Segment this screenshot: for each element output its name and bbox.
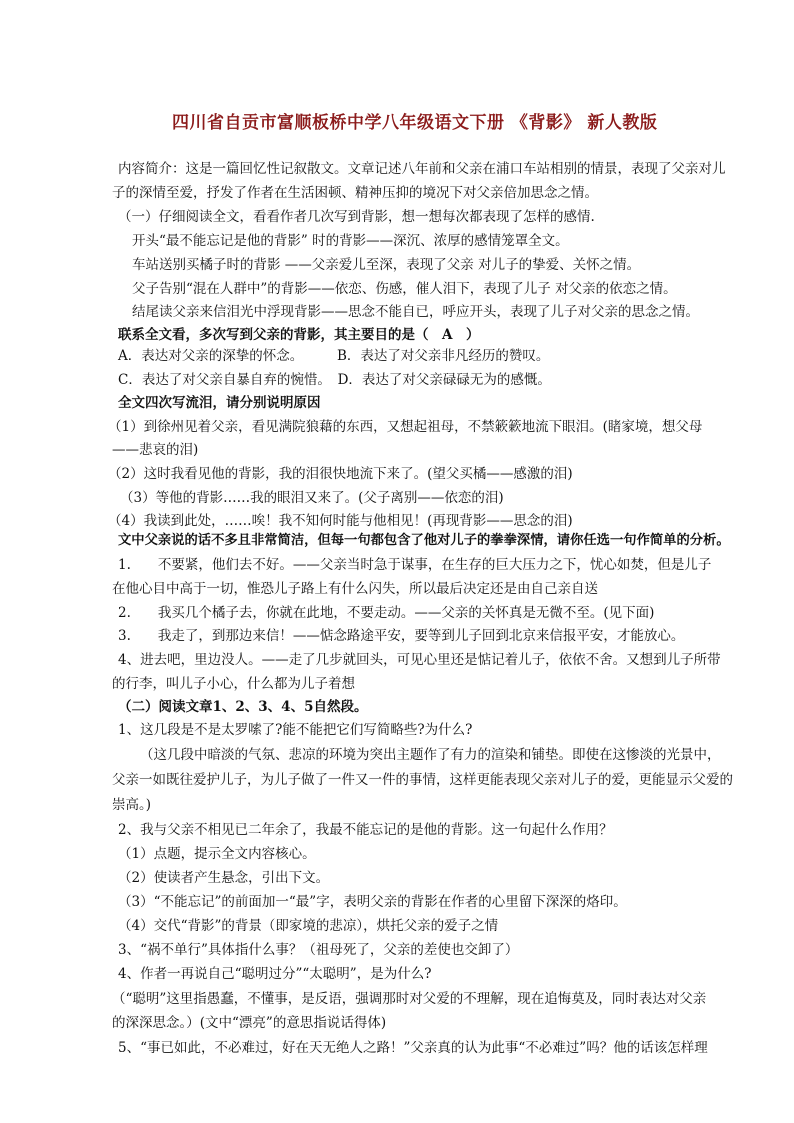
text-line: 车站送别买橘子时的背影 ——父亲爱儿至深，表现了父亲 对儿子的挚爱、关怀之情。 [132, 257, 641, 273]
question-heading: 文中父亲说的话不多且非常简洁，但每一句都包含了他对儿子的拳拳深情，请你任选一句作简单的分析。 [118, 533, 730, 548]
text-line: ——悲哀的泪) [112, 442, 199, 458]
text-line: 5、“事已如此，不必难过，好在天无绝人之路！”父亲真的认为此事“不必难过”吗？他的话该怎样理 [118, 1040, 708, 1056]
text-line: 4、作者一再说自己“聪明过分”“太聪明”，是为什么? [118, 966, 432, 982]
text-line: 在他心目中高于一切，惟恐儿子路上有什么闪失，所以最后决定还是由自己亲自送 [112, 581, 598, 597]
text-line: （2）使读者产生悬念，引出下文。 [118, 870, 330, 886]
text-line: （这几段中暗淡的气氛、悲凉的环境为突出主题作了有力的渲染和铺垫。即使在这惨淡的光景中， [140, 747, 721, 763]
section-heading: （二）阅读文章1、2、3、4、5自然段。 [118, 699, 368, 715]
text-line: 开头“最不能忘记是他的背影” 时的背影——深沉、浓厚的感情笼罩全文。 [132, 233, 569, 249]
text-line: （3）等他的背影……我的眼泪又来了。(父子离别——依恋的泪) [120, 490, 504, 506]
text-line: 结尾读父亲来信泪光中浮现背影——思念不能自已，呼应开头，表现了儿子对父亲的思念之情。 [132, 304, 699, 320]
text-line: （3）“不能忘记”的前面加一“最”字，表明父亲的背影在作者的心里留下深深的烙印。 [118, 894, 627, 910]
text-line: 2、我与父亲不相见已二年余了，我最不能忘记的是他的背影。这一句起什么作用？ [118, 822, 613, 838]
choice-line: C．表达了对父亲自暴自弃的惋惜。 D．表达了对父亲碌碌无为的感慨。 [118, 372, 551, 388]
question-heading: 全文四次写流泪，请分别说明原因 [118, 395, 321, 411]
document-title: 四川省自贡市富顺板桥中学八年级语文下册 《背影》 新人教版 [172, 113, 658, 133]
text-line: 4、进去吧，里边没人。——走了几步就回头，可见心里还是惦记着儿子，依依不舍。又想到儿子所带 [118, 652, 721, 668]
text-line: （一）仔细阅读全文，看看作者几次写到背影，想一想每次都表现了怎样的感情. [118, 209, 595, 225]
text-line: （4）交代“背影”的背景（即家境的悲凉），烘托父亲的爱子之情 [118, 918, 499, 934]
text-line: 内容简介：这是一篇回忆性记叙散文。文章记述八年前和父亲在浦口车站相别的情景，表现了父亲对儿 [118, 161, 726, 177]
text-line: 3. 我走了，到那边来信！——惦念路途平安，要等到儿子回到北京来信报平安，才能放心。 [118, 628, 685, 644]
text-line: （4）我读到此处，……唉！我不知何时能与他相见！(再现背影——思念的泪) [108, 513, 573, 529]
text-line: （1）到徐州见着父亲，看见满院狼藉的东西，又想起祖母，不禁簌簌地流下眼泪。(睹家境，想父母 [108, 419, 703, 435]
text-line: （2）这时我看见他的背影，我的泪很快地流下来了。(望父买橘——感激的泪) [108, 466, 573, 482]
question-heading: 联系全文看，多次写到父亲的背影，其主要目的是（ A ） [118, 327, 480, 343]
text-line: 父亲一如既往爱护儿子，为儿子做了一件又一件的事情，这样更能表现父亲对儿子的爱，更能显示父爱的 [112, 772, 733, 788]
text-line: 子的深情至爱，抒发了作者在生活困顿、精神压抑的境况下对父亲倍加思念之情。 [112, 185, 598, 201]
text-line: 2. 我买几个橘子去，你就在此地，不要走动。——父亲的关怀真是无微不至。(见下面) [118, 605, 655, 621]
text-line: （1）点题，提示全文内容核心。 [118, 846, 316, 862]
text-line: （“聪明”这里指愚蠢，不懂事，是反语，强调那时对父爱的不理解，现在追悔莫及，同时表达对父亲 [112, 991, 707, 1007]
text-line: 1. 不要紧，他们去不好。——父亲当时急于谋事，在生存的巨大压力之下，忧心如焚，但是儿子 [118, 557, 712, 573]
text-line: 崇高。) [112, 797, 152, 813]
choice-line: A．表达对父亲的深挚的怀念。 B．表达了对父亲非凡经历的赞叹。 [118, 348, 550, 364]
text-line: 父子告别“混在人群中”的背影——依恋、伤感，催人泪下，表现了儿子 对父亲的依恋之情。 [132, 281, 677, 297]
text-line: 3、“祸不单行”具体指什么事？（祖母死了，父亲的差使也交卸了） [118, 942, 519, 958]
text-line: 1、这几段是不是太罗嗦了?能不能把它们写简略些?为什么? [118, 722, 473, 738]
text-line: 的行李，叫儿子小心，什么都为儿子着想 [112, 676, 355, 692]
text-line: 的深深思念。）(文中“漂亮”的意思指说话得体) [112, 1015, 387, 1031]
